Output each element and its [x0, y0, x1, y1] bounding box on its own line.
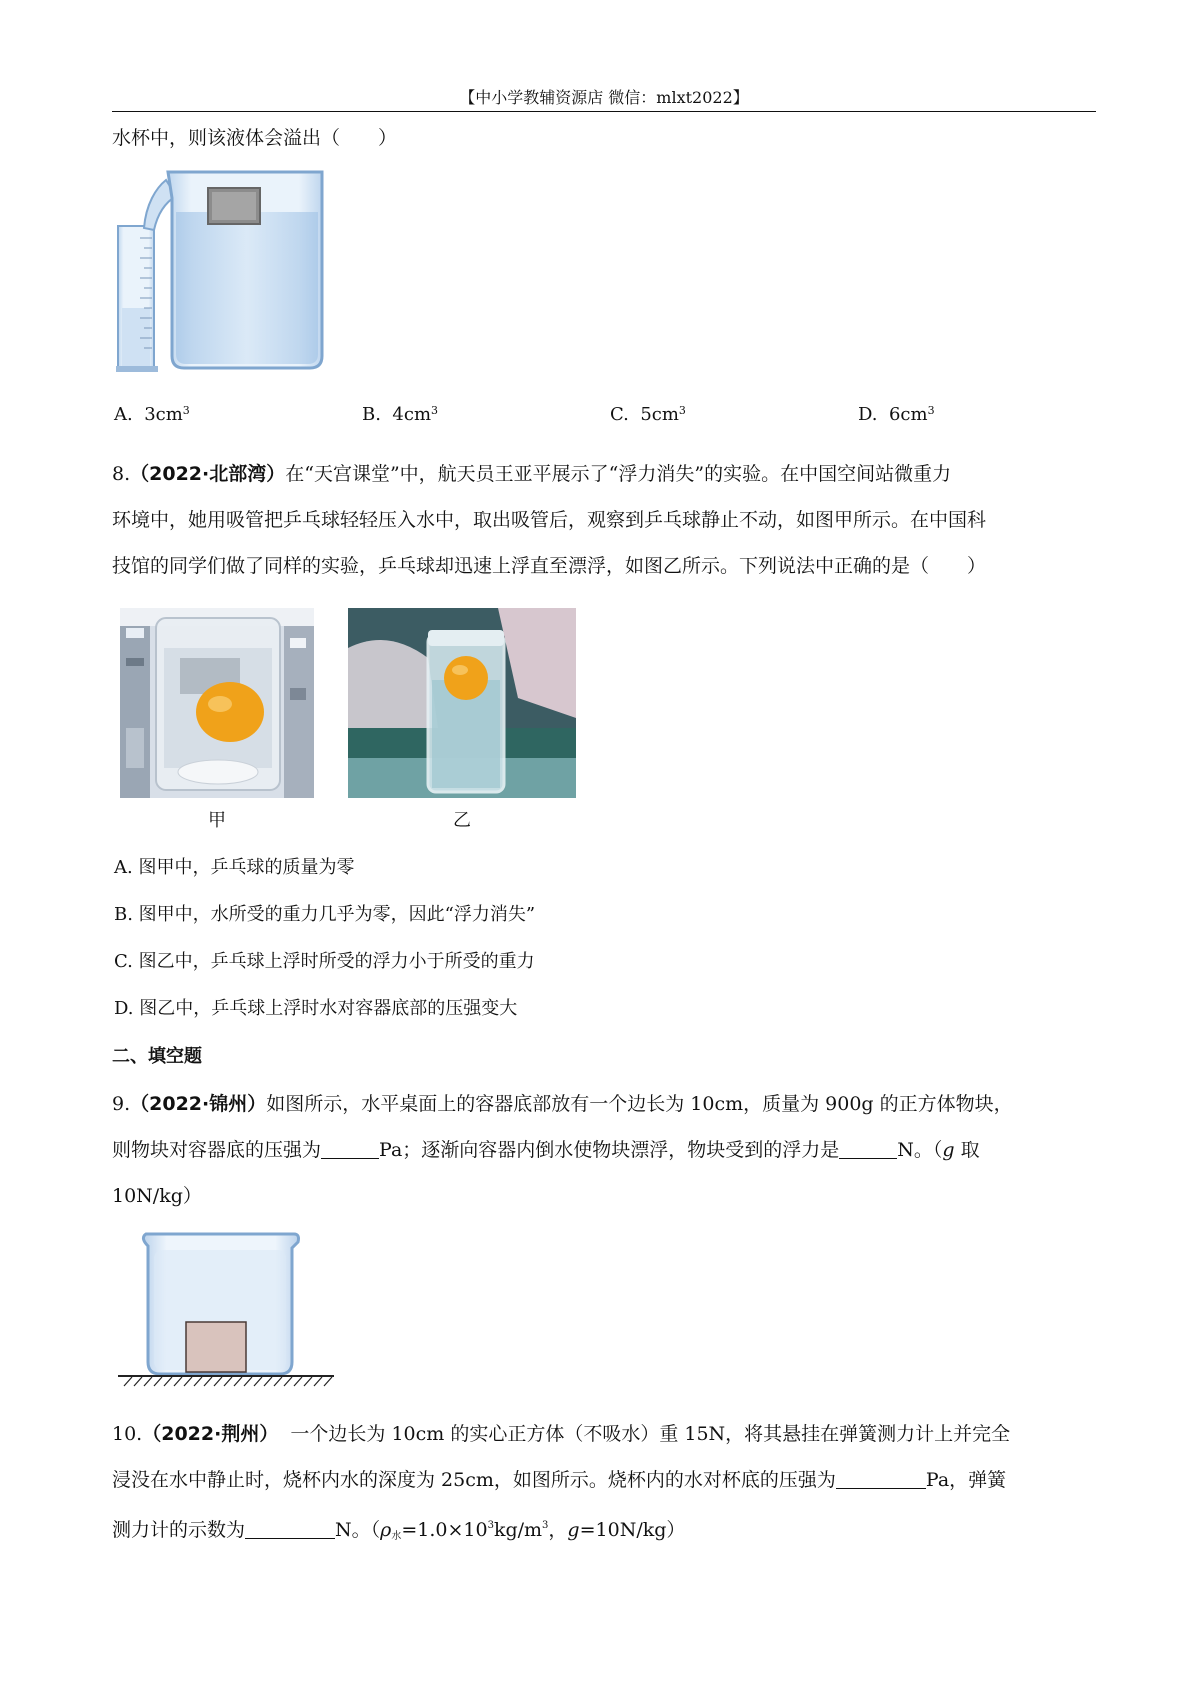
q8-line-2: 环境中，她用吸管把乒乓球轻轻压入水中，取出吸管后，观察到乒乓球静止不动，如图甲所示。在中国科 [112, 509, 987, 531]
q7-option-b[interactable]: B. $4cm^3$ [362, 404, 439, 425]
q8-option-c[interactable]: C. 图乙中，乒乓球上浮时所受的浮力小于所受的重力 [114, 951, 535, 972]
q7-overflow-cup-figure [116, 168, 332, 374]
q8-option-a[interactable]: A. 图甲中，乒乓球的质量为零 [114, 857, 355, 878]
q8-line-3: 技馆的同学们做了同样的实验，乒乓球却迅速上浮直至漂浮，如图乙所示。下列说法中正确的是（ ） [112, 555, 987, 577]
q8-photo-jia [120, 608, 314, 798]
q8-option-d[interactable]: D. 图乙中，乒乓球上浮时水对容器底部的压强变大 [114, 998, 518, 1019]
q9-line-3: 10N/kg） [112, 1185, 202, 1207]
q9-source: （2022·锦州） [130, 1093, 267, 1115]
q8-photo-yi [348, 608, 576, 798]
q8-option-b[interactable]: B. 图甲中，水所受的重力几乎为零，因此“浮力消失” [114, 904, 536, 925]
q9-blank-1[interactable] [321, 1138, 379, 1159]
q10-line-2: 浸没在水中静止时，烧杯内水的深度为 25cm，如图所示。烧杯内的水对杯底的压强为 Pa，弹簧 [112, 1469, 1007, 1491]
q7-option-d[interactable]: D. $6cm^3$ [858, 404, 935, 425]
q10-source: （2022·荆州） [142, 1423, 279, 1445]
q9-beaker-block-figure [118, 1230, 336, 1388]
section-heading-fill-in: 二、填空题 [112, 1046, 202, 1067]
page-header: 【中小学教辅资源店 微信：mlxt2022】 [459, 88, 749, 107]
q9-line-2: 则物块对容器底的压强为 Pa；逐渐向容器内倒水使物块漂浮，物块受到的浮力是 N。（g 取 [112, 1139, 980, 1161]
q7-option-c[interactable]: C. $5cm^3$ [610, 404, 686, 425]
q8-caption-jia: 甲 [208, 810, 226, 831]
q10-blank-1[interactable] [836, 1468, 926, 1489]
q7-tail-text: 水杯中，则该液体会溢出（ ） [112, 127, 398, 149]
header-rule [112, 111, 1096, 112]
q9-line-1: 9.（2022·锦州）如图所示，水平桌面上的容器底部放有一个边长为 10cm，质量为 900g 的正方体物块， [112, 1093, 1013, 1115]
q7-option-a[interactable]: A. $3cm^3$ [114, 404, 190, 425]
q9-blank-2[interactable] [839, 1138, 897, 1159]
q10-blank-2[interactable] [245, 1518, 335, 1539]
q10-line-1: 10.（2022·荆州） 一个边长为 10cm 的实心正方体（不吸水）重 15N，将其悬挂在弹簧测力计上并完全 [112, 1423, 1011, 1445]
q10-line-3: 测力计的示数为 N。（$\rho_水=1.0\times 10^3kg/m^3$，g=10N/kg） [112, 1519, 686, 1542]
q8-source: （2022·北部湾） [130, 463, 286, 485]
q8-line-1: 8.（2022·北部湾）在“天宫课堂”中，航天员王亚平展示了“浮力消失”的实验。在中国空间站微重力 [112, 463, 952, 485]
q8-caption-yi: 乙 [453, 810, 471, 831]
